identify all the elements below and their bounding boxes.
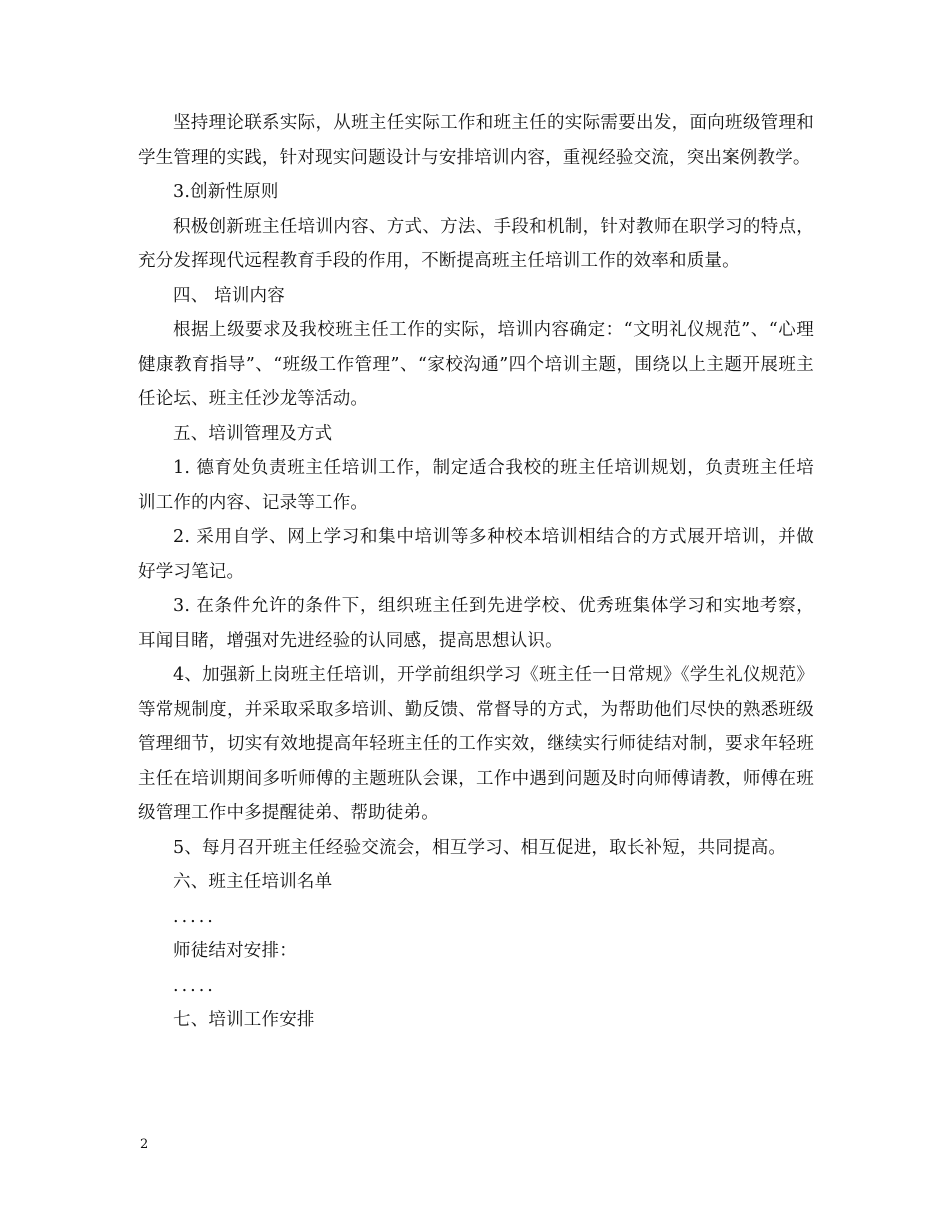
page-number: 2 [140,1137,149,1152]
list-item-management-3: 3. 在条件允许的条件下，组织班主任到先进学校、优秀班集体学习和实地考察，耳闻目睹，增强对先进经验的认同感，提高思想认识。 [138,596,814,651]
list-item-management-1: 1. 德育处负责班主任培训工作，制定适合我校的班主任培训规划，负责班主任培训工作的内容、记录等工作。 [138,458,814,513]
list-item-management-2: 2. 采用自学、网上学习和集中培训等多种校本培训相结合的方式展开培训，并做好学习笔记。 [138,527,814,582]
heading-training-content: 四、 培训内容 [173,285,285,306]
heading-innovation-principle: 3.创新性原则 [173,182,279,202]
heading-trainee-list: 六、班主任培训名单 [173,872,333,892]
paragraph-practice-principle: 坚持理论联系实际，从班主任实际工作和班主任的实际需要出发，面向班级管理和学生管理的实践，针对现实问题设计与安排培训内容，重视经验交流，突出案例教学。 [138,113,814,168]
paragraph-training-content: 根据上级要求及我校班主任工作的实际，培训内容确定：“文明礼仪规范”、“心理健康教育指导”、“班级工作管理”、“家校沟通”四个培训主题，围绕以上主题开展班主任论坛、班主任沙龙等活动。 [138,320,814,409]
ellipsis-trainee-list: ..... [173,906,216,927]
ellipsis-mentor-pairing: ..... [173,975,216,996]
heading-training-management: 五、培训管理及方式 [173,423,333,444]
document-body [138,106,814,1038]
heading-training-schedule: 七、培训工作安排 [173,1010,315,1030]
list-item-management-5: 5、每月召开班主任经验交流会，相互学习、相互促进，取长补短，共同提高。 [173,837,787,858]
list-item-management-4: 4、加强新上岗班主任培训，开学前组织学习《班主任一日常规》《学生礼仪规范》等常规制度，并采取采取多培训、勤反馈、常督导的方式，为帮助他们尽快的熟悉班级管理细节，切实有效地提高年轻班主任的工作实效，继续实行师徒结对制，要求年轻班主任在培训期间多听师傅的主题班队会课，工作中遇到问题及时向师傅请教，师傅在班级管理工作中多提醒徒弟、帮助徒弟。 [138,665,814,823]
heading-mentor-pairing: 师徒结对安排： [173,941,297,961]
paragraph-innovation-principle: 积极创新班主任培训内容、方式、方法、手段和机制，针对教师在职学习的特点，充分发挥现代远程教育手段的作用，不断提高班主任培训工作的效率和质量。 [138,216,814,271]
